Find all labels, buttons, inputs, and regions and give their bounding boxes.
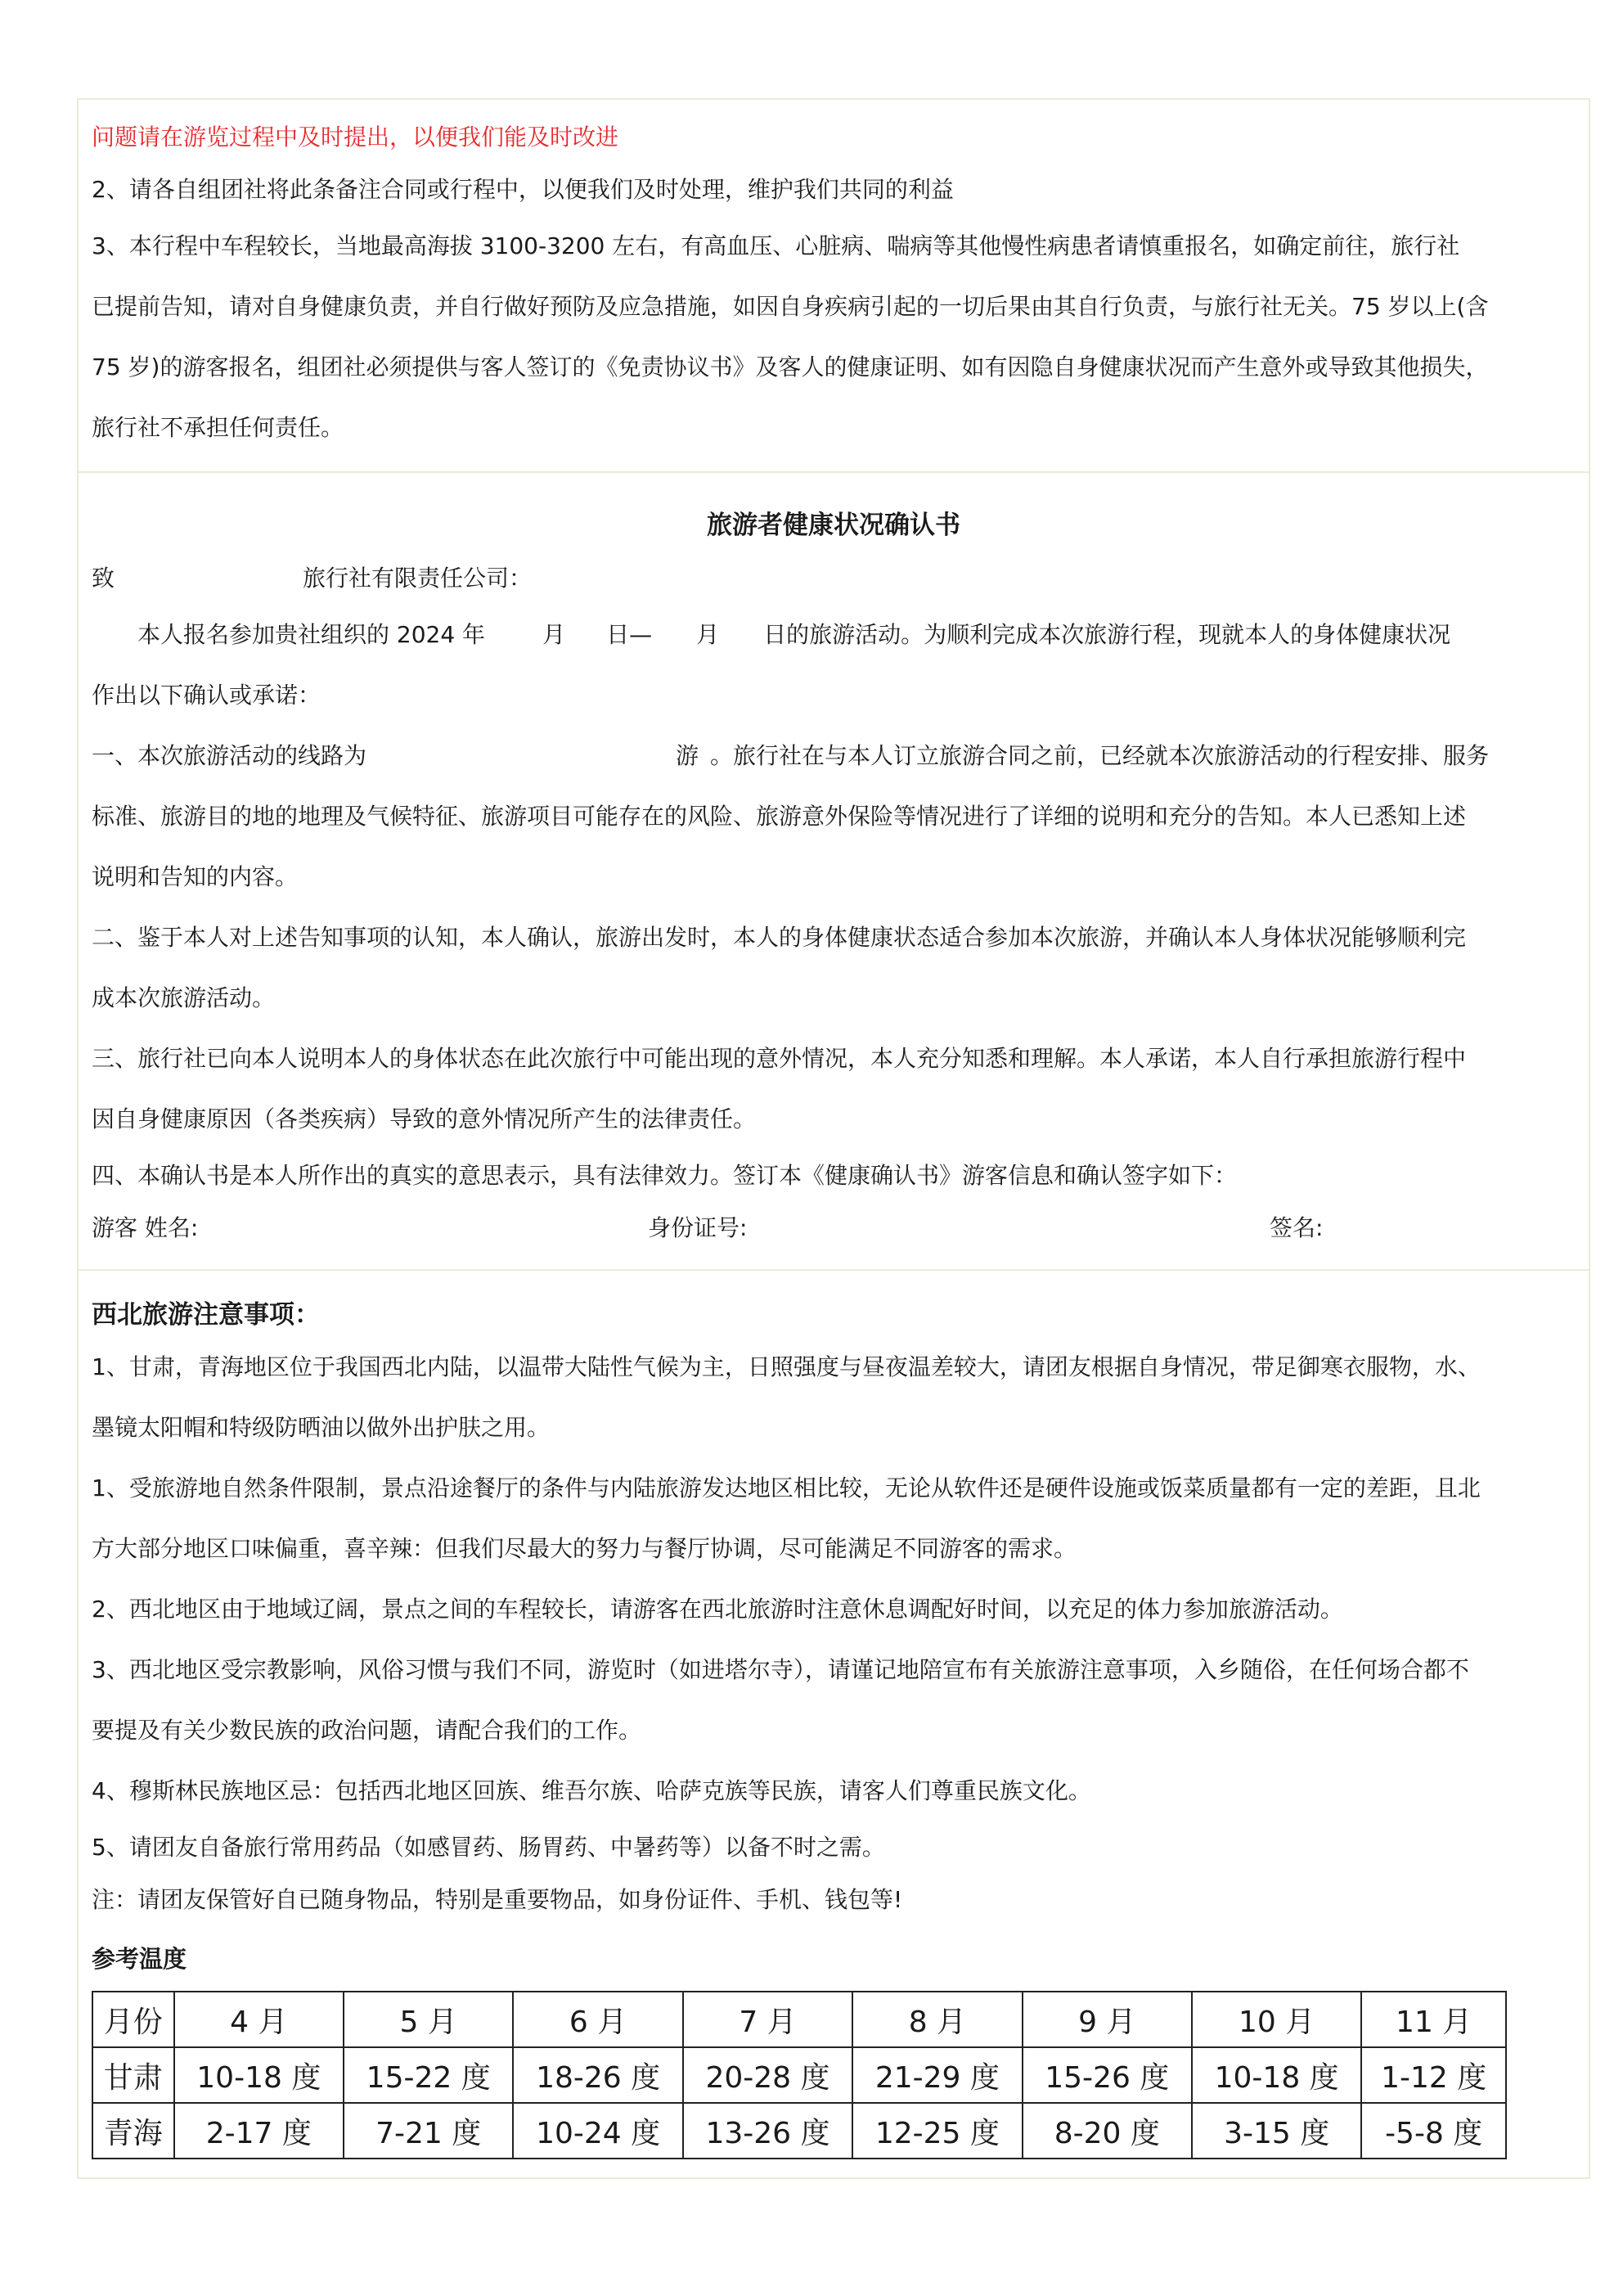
table-cell: 1-12 度 <box>1361 2047 1506 2103</box>
table-cell: 10 月 <box>1192 1992 1361 2047</box>
nw-note-2a: 1、受旅游地自然条件限制，景点沿途餐厅的条件与内陆旅游发达地区相比较，无论从软件还是硬件设施或饭菜质量都有一定的差距，且北 <box>92 1474 1481 1501</box>
table-row <box>92 2047 1506 2103</box>
nw-personal-items-note: 注：请团友保管好自已随身物品，特别是重要物品，如身份证件、手机、钱包等! <box>92 1886 903 1913</box>
notice-line-2: 2、请各自组团社将此条备注合同或行程中，以便我们及时处理，维护我们共同的利益 <box>92 176 954 203</box>
nw-note-4a: 3、西北地区受宗教影响，风俗习惯与我们不同，游览时（如进塔尔寺），请谨记地陪宣布有关旅游注意事项，入乡随俗，在任何场合都不 <box>92 1656 1469 1683</box>
section-1-line-c: 标准、旅游目的地的地理及气候特征、旅游项目可能存在的风险、旅游意外保险等情况进行了详细的说明和充分的告知。本人已悉知上述 <box>92 803 1467 830</box>
addressee-line <box>92 552 1576 605</box>
temperature-table <box>92 1991 1507 2159</box>
addressee-prefix: 致 <box>92 565 115 592</box>
nw-note-3: 2、西北地区由于地域辽阔，景点之间的车程较长，请游客在西北旅游时注意休息调配好时间，以充足的体力参加旅游活动。 <box>92 1596 1343 1623</box>
p1-date-prefix: 本人报名参加贵社组织的 2024 年 <box>137 621 486 648</box>
section-2-line-b: 成本次旅游活动。 <box>92 984 276 1011</box>
table-cell: 12-25 度 <box>852 2103 1022 2159</box>
table-cell: 18-26 度 <box>513 2047 682 2103</box>
notice-line-3b: 已提前告知，请对自身健康负责，并自行做好预防及应急措施，如因自身疾病引起的一切后果由其自行负责，与旅行社无关。75 岁以上(含 <box>92 293 1489 320</box>
section-1-text: 。旅行社在与本人订立旅游合同之前，已经就本次旅游活动的行程安排、服务 <box>710 742 1490 769</box>
id-number-label: 身份证号: <box>648 1214 748 1241</box>
table-cell: 10-18 度 <box>1192 2047 1361 2103</box>
temperature-title: 参考温度 <box>92 1945 187 1973</box>
tourist-name-label: 游客 姓名: <box>92 1214 199 1241</box>
notice-section <box>79 100 1589 471</box>
addressee-suffix: 旅行社有限责任公司： <box>303 565 533 592</box>
section-4-line: 四、本确认书是本人所作出的真实的意思表示，具有法律效力。签订本《健康确认书》游客信息和确认签字如下： <box>92 1162 1238 1189</box>
notice-line-3a: 3、本行程中车程较长，当地最高海拔 3100-3200 左右，有高血压、心脏病、喘病等其他慢性病患者请慎重报名，如确定前往，旅行社 <box>92 232 1460 259</box>
signature-label: 签名: <box>1270 1214 1324 1241</box>
notice-line-3c: 75 岁)的游客报名，组团社必须提供与客人签订的《免责协议书》及客人的健康证明、如有因隐自身健康状况而产生意外或导致其他损失， <box>92 353 1489 380</box>
table-cell: 6 月 <box>513 1992 682 2047</box>
table-cell: 青海 <box>92 2103 174 2159</box>
p1-text: 日的旅游活动。为顺利完成本次旅游行程，现就本人的身体健康状况 <box>763 621 1451 648</box>
health-para-1c: 作出以下确认或承诺： <box>92 682 321 709</box>
table-cell: 月份 <box>92 1992 174 2047</box>
nw-note-1a: 1、甘肃，青海地区位于我国西北内陆，以温带大陆性气候为主，日照强度与昼夜温差较大，请团友根据自身情况，带足御寒衣服物，水、 <box>92 1353 1481 1380</box>
table-cell: 20-28 度 <box>683 2047 852 2103</box>
section-3-line-a: 三、旅行社已向本人说明本人的身体状态在此次旅行中可能出现的意外情况，本人充分知悉和理解。本人承诺，本人自行承担旅游行程中 <box>92 1045 1467 1072</box>
table-cell: -5-8 度 <box>1361 2103 1506 2159</box>
table-cell: 甘肃 <box>92 2047 174 2103</box>
table-cell: 15-26 度 <box>1023 2047 1192 2103</box>
table-cell: 5 月 <box>344 1992 513 2047</box>
table-cell: 21-29 度 <box>852 2047 1022 2103</box>
section-2-line-a: 二、鉴于本人对上述告知事项的认知，本人确认，旅游出发时，本人的身体健康状态适合参加本次旅游，并确认本人身体状况能够顺利完 <box>92 924 1467 951</box>
table-cell: 7 月 <box>683 1992 852 2047</box>
health-para-1 <box>92 605 1576 665</box>
health-confirmation-section <box>79 471 1589 1269</box>
table-cell: 9 月 <box>1023 1992 1192 2047</box>
section-1-line-a <box>92 726 1576 786</box>
section-1-line-d: 说明和告知的内容。 <box>92 863 299 890</box>
table-cell: 11 月 <box>1361 1992 1506 2047</box>
table-cell: 2-17 度 <box>174 2103 344 2159</box>
nw-note-4b: 要提及有关少数民族的政治问题，请配合我们的工作。 <box>92 1717 642 1744</box>
document-frame <box>77 98 1590 2179</box>
table-cell: 8-20 度 <box>1023 2103 1192 2159</box>
nw-note-2b: 方大部分地区口味偏重，喜辛辣：但我们尽最大的努力与餐厅协调，尽可能满足不同游客的需求。 <box>92 1535 1077 1562</box>
p1-month-1: 月 <box>542 621 566 648</box>
table-row <box>92 2103 1506 2159</box>
table-cell: 10-18 度 <box>174 2047 344 2103</box>
section-3-line-b: 因自身健康原因（各类疾病）导致的意外情况所产生的法律责任。 <box>92 1105 757 1132</box>
table-cell: 13-26 度 <box>683 2103 852 2159</box>
table-cell: 3-15 度 <box>1192 2103 1361 2159</box>
table-header-row <box>92 1992 1506 2047</box>
table-cell: 15-22 度 <box>344 2047 513 2103</box>
signature-line <box>92 1202 1576 1256</box>
table-cell: 7-21 度 <box>344 2103 513 2159</box>
nw-note-1b: 墨镜太阳帽和特级防晒油以做外出护肤之用。 <box>92 1414 551 1441</box>
nw-note-6: 5、请团友自备旅行常用药品（如感冒药、肠胃药、中暑药等）以备不时之需。 <box>92 1834 885 1861</box>
northwest-notes-section <box>79 1269 1589 2177</box>
p1-month-2: 月 <box>696 621 720 648</box>
health-title: 旅游者健康状况确认书 <box>707 511 960 540</box>
notice-red-line: 问题请在游览过程中及时提出，以便我们能及时改进 <box>92 124 619 151</box>
table-cell: 4 月 <box>174 1992 344 2047</box>
nw-note-5: 4、穆斯林民族地区忌：包括西北地区回族、维吾尔族、哈萨克族等民族，请客人们尊重民族文化。 <box>92 1777 1091 1804</box>
p1-day-1: 日— <box>606 621 653 648</box>
table-cell: 8 月 <box>852 1992 1022 2047</box>
route-label: 一、本次旅游活动的线路为 <box>92 742 367 769</box>
notice-line-3d: 旅行社不承担任何责任。 <box>92 414 344 441</box>
table-cell: 10-24 度 <box>513 2103 682 2159</box>
route-suffix: 游 <box>676 742 699 769</box>
northwest-title: 西北旅游注意事项： <box>92 1300 320 1330</box>
